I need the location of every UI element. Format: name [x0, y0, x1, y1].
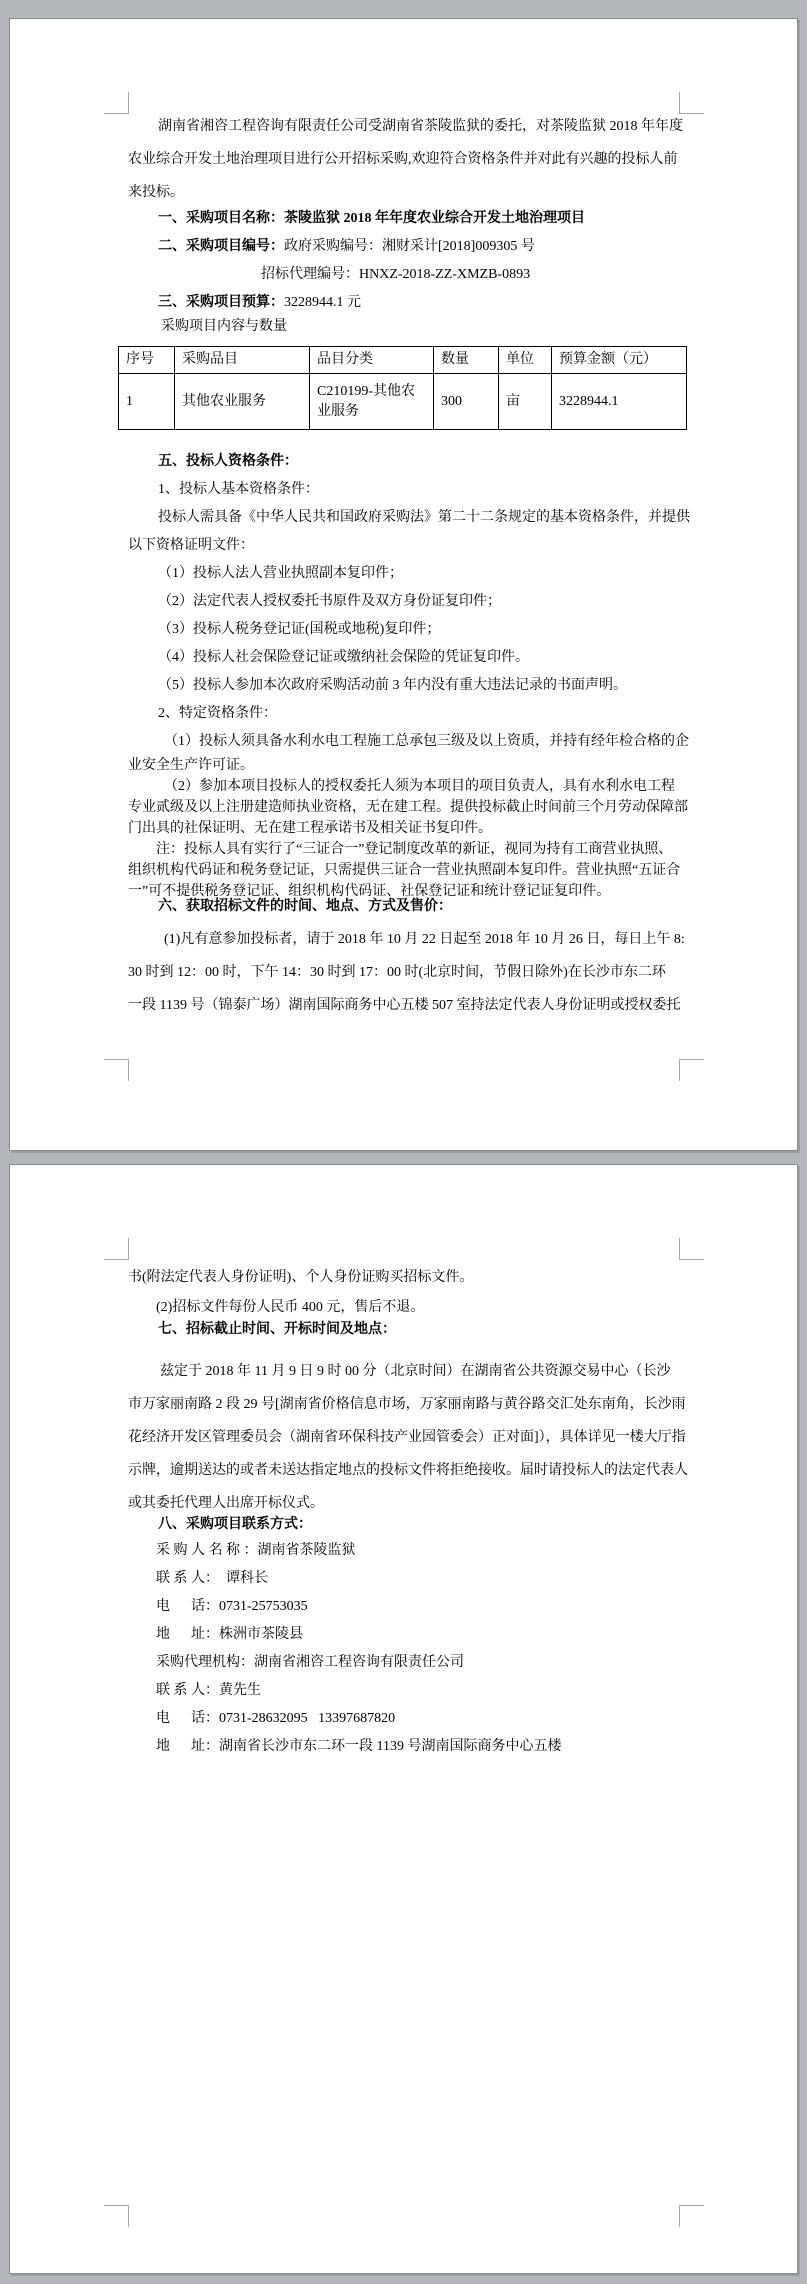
cell-category: C210199-其他农业服务	[310, 374, 434, 430]
contact-info-block	[128, 1537, 689, 1761]
margin-crop-mark-top-left	[104, 92, 129, 114]
agency-name-line: 采购代理机构：湖南省湘咨工程咨询有限责任公司	[156, 1655, 464, 1670]
section-5-continued	[128, 755, 689, 902]
col-header-item: 采购品目	[175, 347, 310, 374]
document-price-block	[128, 1297, 689, 1319]
qualification-item-1: （1）投标人法人营业执照副本复印件；	[158, 566, 403, 581]
note-line: 组织机构代码证和税务登记证，只需提供三证合一营业执照副本复印件。营业执照“五证合	[128, 863, 681, 878]
qualification-item-2: （2）法定代表人授权委托书原件及双方身份证复印件；	[158, 594, 501, 609]
section-6-line: 书(附法定代表人身份证明)、个人身份证购买招标文件。	[128, 1270, 474, 1285]
note-line: 注：投标人具有实行了“三证合一”登记制度改革的新证，视同为持有工商营业执照、	[156, 842, 673, 857]
col-header-unit: 单位	[499, 347, 552, 374]
purchaser-phone-line: 电 话：0731-25753035	[156, 1599, 308, 1614]
document-price-line: (2)招标文件每份人民币 400 元，售后不退。	[156, 1300, 425, 1315]
intro-paragraph	[128, 110, 689, 209]
specific-qualification-subheading: 2、特定资格条件：	[158, 706, 277, 721]
agency-address-line: 地 址：湖南省长沙市东二环一段 1139 号湖南国际商务中心五楼	[156, 1739, 562, 1754]
section-1-project-name: 一、采购项目名称：茶陵监狱 2018 年年度农业综合开发土地治理项目	[158, 211, 585, 226]
section-2-project-number	[128, 233, 689, 261]
qualification-item-5: （5）投标人参加本次政府采购活动前 3 年内没有重大违法记录的书面声明。	[158, 678, 627, 693]
section-7-opening-paragraph	[128, 1355, 689, 1520]
items-table-header-row	[119, 347, 687, 374]
intro-line: 湖南省湘咨工程咨询有限责任公司受湖南省茶陵监狱的委托，对茶陵监狱 2018 年年度	[158, 119, 683, 134]
document-page-2	[9, 1164, 798, 2274]
cell-budget: 3228944.1	[552, 374, 687, 430]
intro-line: 农业综合开发土地治理项目进行公开招标采购,欢迎符合资格条件并对此有兴趣的投标人前	[128, 152, 678, 167]
intro-line: 来投标。	[128, 185, 184, 200]
section-3-value: 3228944.1 元	[284, 295, 361, 310]
specific-qualification-line: （2）参加本项目投标人的授权委托人须为本项目的项目负责人，具有水利水电工程	[164, 779, 675, 794]
col-header-seq: 序号	[119, 347, 175, 374]
margin-crop-mark-bottom-left	[104, 2205, 129, 2227]
cell-unit: 亩	[499, 374, 552, 430]
items-table-row	[119, 374, 687, 430]
section-2-value: 政府采购编号：湘财采计[2018]009305 号	[284, 239, 535, 254]
agency-phone-line: 电 话：0731-28632095 13397687820	[156, 1711, 396, 1726]
table-caption-block	[128, 316, 689, 337]
margin-crop-mark-top-left	[104, 1238, 129, 1260]
section-3-budget	[128, 289, 689, 317]
section-8-heading-block	[128, 1513, 689, 1537]
section-8-heading: 八、采购项目联系方式：	[158, 1517, 312, 1532]
agency-contact-line: 联 系 人：黄先生	[156, 1683, 261, 1698]
purchaser-name-line: 采 购 人 名 称 ：湖南省茶陵监狱	[156, 1543, 356, 1558]
col-header-quantity: 数量	[434, 347, 499, 374]
section-7-line: 示牌，逾期送达的或者未送达指定地点的投标文件将拒绝接收。届时请投标人的法定代表人	[128, 1463, 688, 1478]
document-page-1	[9, 18, 798, 1151]
specific-qualification-line: （1）投标人须具备水利水电工程施工总承包三级及以上资质，并持有经年检合格的企	[164, 734, 689, 749]
section-7-line: 或其委托代理人出席开标仪式。	[128, 1496, 324, 1511]
basic-qualification-subheading: 1、投标人基本资格条件：	[158, 482, 319, 497]
specific-qualification-line: 专业贰级及以上注册建造师执业资格，无在建工程。提供投标截止时间前三个月劳动保障部	[128, 800, 688, 815]
col-header-budget: 预算金额（元）	[552, 347, 687, 374]
section-6-line: (1)凡有意参加投标者，请于 2018 年 10 月 22 日起至 2018 年 10 月 26 日，每日上午 8:	[164, 932, 685, 947]
section-7-heading: 七、招标截止时间、开标时间及地点：	[158, 1322, 396, 1337]
purchaser-contact-line: 联 系 人： 谭科长	[156, 1571, 268, 1586]
basic-qualification-line: 投标人需具备《中华人民共和国政府采购法》第二十二条规定的基本资格条件，并提供	[158, 510, 690, 525]
section-6-continued	[128, 1267, 689, 1289]
note-line: 一”可不提供税务登记证、组织机构代码证、社保登记证和统计登记证复印件。	[128, 884, 611, 899]
section-6-line: 一段 1139 号（锦泰广场）湖南国际商务中心五楼 507 室持法定代表人身份证明或授权委托	[128, 998, 681, 1013]
page-2-text-area	[128, 1165, 689, 2273]
col-header-category: 品目分类	[310, 347, 434, 374]
section-7-line: 花经济开发区管理委员会（湖南省环保科技产业园管委会）正对面]），具体详见一楼大厅指	[128, 1430, 686, 1445]
specific-qualification-line: 门出具的社保证明、无在建工程承诺书及相关证书复印件。	[128, 821, 492, 836]
section-7-line: 市万家丽南路 2 段 29 号[湖南省价格信息市场，万家丽南路与黄谷路交汇处东南角，长沙雨	[128, 1397, 686, 1412]
section-2-label: 二、采购项目编号：	[158, 239, 284, 254]
specific-qualification-line: 业安全生产许可证。	[128, 758, 254, 773]
cell-quantity: 300	[434, 374, 499, 430]
table-caption: 采购项目内容与数量	[161, 319, 287, 334]
section-6-heading: 六、获取招标文件的时间、地点、方式及售价：	[158, 899, 452, 914]
section-6-line: 30 时到 12：00 时，下午 14：30 时到 17：00 时(北京时间，节假日除外)在长沙市东二环	[128, 965, 666, 980]
agency-number-line: 招标代理编号：HNXZ-2018-ZZ-XMZB-0893	[261, 267, 531, 282]
margin-crop-mark-bottom-left	[104, 1059, 129, 1081]
basic-qualification-line: 以下资格证明文件：	[128, 538, 254, 553]
purchaser-address-line: 地 址：株洲市茶陵县	[156, 1627, 303, 1642]
section-6-document-purchase	[128, 890, 689, 1022]
page-1-text-area	[128, 19, 689, 1150]
items-table	[118, 346, 687, 430]
cell-seq: 1	[119, 374, 175, 430]
qualification-item-4: （4）投标人社会保险登记证或缴纳社会保险的凭证复印件。	[158, 650, 529, 665]
cell-item: 其他农业服务	[175, 374, 310, 430]
section-1-to-3	[128, 205, 689, 317]
section-7-line: 兹定于 2018 年 11 月 9 日 9 时 00 分（北京时间）在湖南省公共资源交易中心（长沙	[160, 1364, 671, 1379]
section-7-heading-block	[128, 1318, 689, 1342]
qualification-item-3: （3）投标人税务登记证(国税或地税)复印件；	[158, 622, 441, 637]
section-5-heading: 五、投标人资格条件：	[158, 454, 298, 469]
section-5-qualifications	[128, 448, 689, 756]
section-3-label: 三、采购项目预算：	[158, 295, 284, 310]
